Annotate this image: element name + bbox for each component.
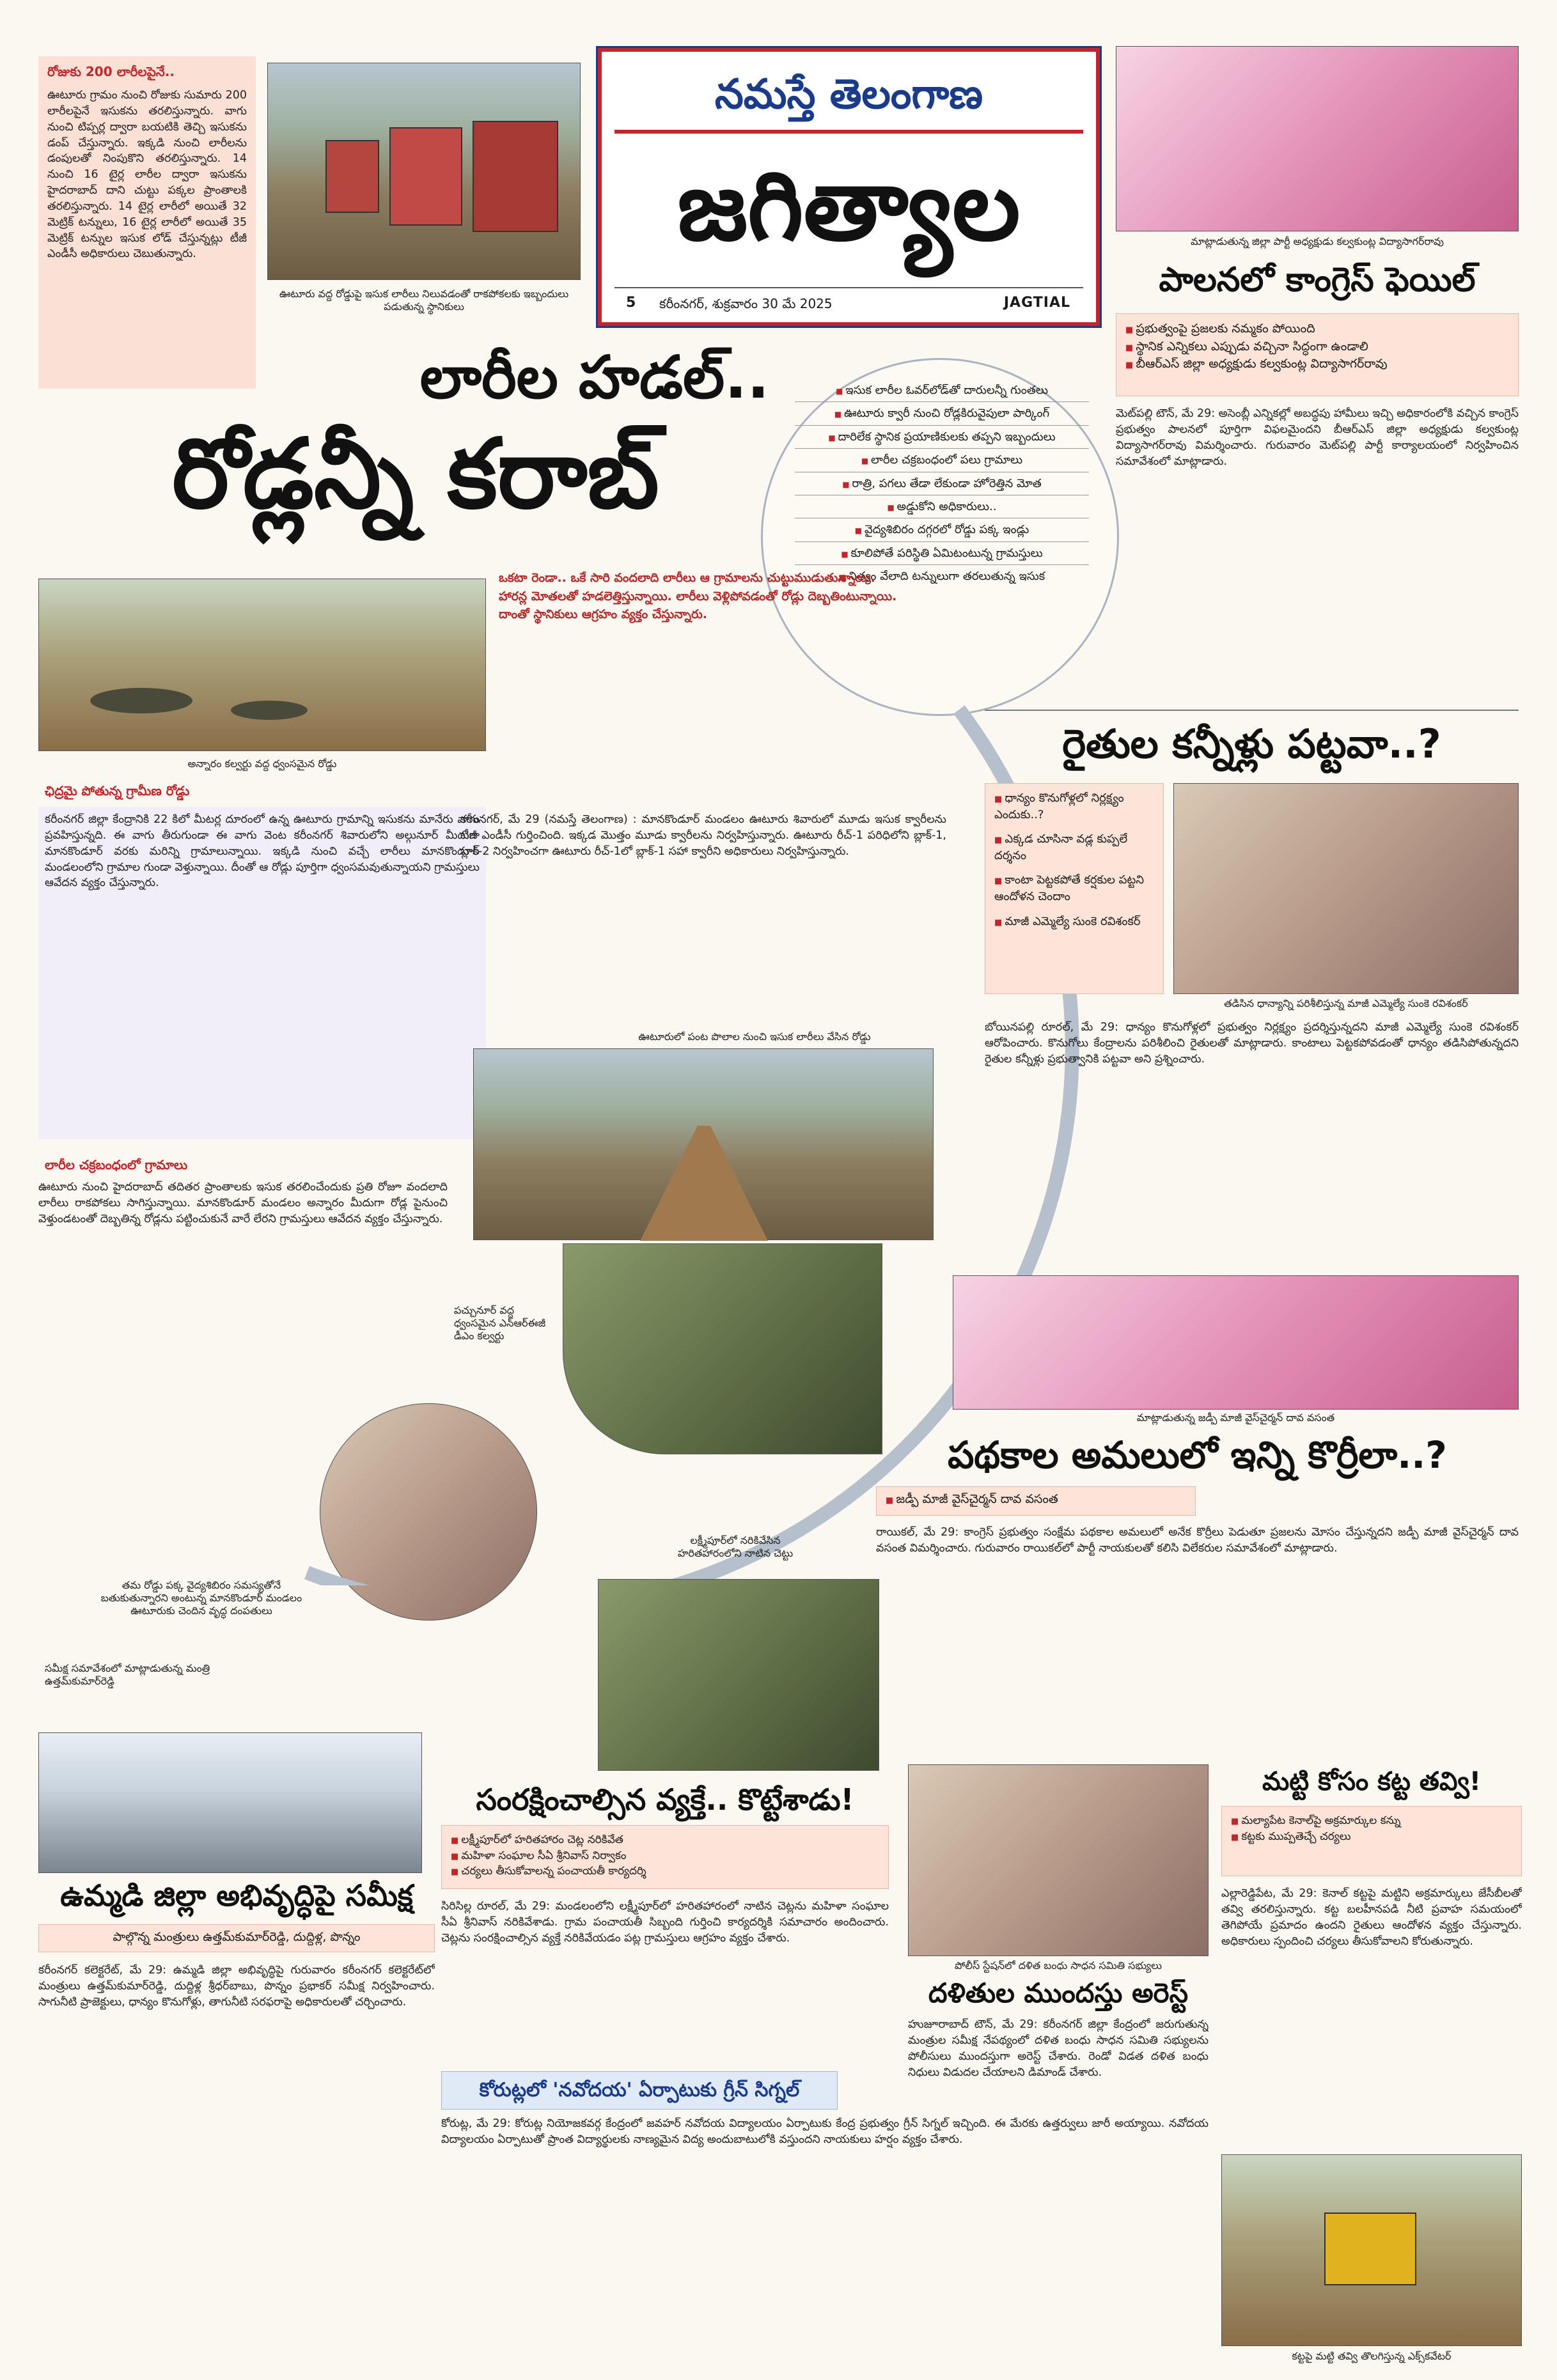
dalits-body: హుజూరాబాద్ టౌన్, మే 29: కరీంనగర్ జిల్లా కేంద్రంలో జరుగుతున్న మంత్రుల సమీక్ష నేపథ్యంలో దళిత బంధు సాధన సమితి సభ్యులను పోలీసులు ముందస్తుగా అరెస్ట్ చేశారు. రెండో విడత దళిత బంధు నిధులు విడుదల చేయాలని డిమాండ్ చేశారు. — [908, 2018, 1209, 2079]
brs-bullet: ■ బీఆర్‌ఎస్ జిల్లా అధ్యక్షుడు కల్వకుంట్ల విద్యాసాగర్‌రావు — [1125, 355, 1509, 373]
sub2-kicker: లారీల చక్రబంధంలో గ్రామాలు — [45, 1157, 188, 1172]
farmers-bullet: ■ కాంటా పెట్టకపోతే కర్షకుల పట్టని ఆందోళన చెందాం — [994, 872, 1154, 905]
main-intro: ఒకటా రెండా.. ఒకే సారి వందలాది లారీలు ఆ గ్రామాలను చుట్టుముడుతున్నాయి. హారన్ల మోతలతో హడలెత్తిస్తున్నాయి. లారీలు వెళ్లిపోవడంతో రోడ్లు దెబ్బతింటున్నాయి. దాంతో స్థానికులు ఆగ్రహం వ్యక్తం చేస్తున్నారు. — [499, 571, 897, 621]
trees-bullet: ■ చర్యలు తీసుకోవాలన్న పంచాయతీ కార్యదర్శి — [451, 1863, 879, 1879]
masthead-line — [614, 287, 1083, 288]
masthead-bar — [614, 130, 1083, 134]
edition-name: జగిత్యాల — [677, 151, 1021, 262]
navodaya-headline: కోరుట్లలో 'నవోదయ' ఏర్పాటుకు గ్రీన్ సిగ్నల్ — [479, 2079, 800, 2101]
trees-bullet: ■ లక్ష్మీపూర్‌లో హరితహారం చెట్ల నరికివేత — [451, 1832, 879, 1848]
sub1-body: కరీంనగర్ జిల్లా కేంద్రానికి 22 కిలో మీటర్ల దూరంలో ఉన్న ఊటూరు గ్రామాన్ని ఇసుకను మానేరు వాగు ప్రవహిస్తున్నది. ఈ వాగు తీరుగుండా ఈ వాగు వెంట కరీంనగర్ శివారులోని అల్గునూర్ మీదుగా మానకొండూర్ వరకు మరిన్ని గ్రామాలున్నాయి. ఇక్కడి నుంచి వచ్చే లారీలు మానకొండూర్ మండలంలోని గ్రామాల గుండా వెళ్తున్నాయి. దీంతో ఆ రోడ్లు పూర్తిగా ధ్వంసమవుతున్నాయని గ్రామస్తులు ఆవేదన వ్యక్తం చేస్తున్నారు. — [38, 807, 486, 1139]
left-sidebar-body: ఊటూరు గ్రామం నుంచి రోజుకు సుమారు 200 లారీలపైనే ఇసుకను తరలిస్తున్నారు. వాగు నుంచి టిప్పర్ల ద్వారా బయటికి తెచ్చి ఇసుకను డంప్ చేస్తున్నారు. ఇక్కడి నుంచి లారీలను డంపులతో నింపుకొని తరలిస్తున్నారు. 14 నుంచి 16 టైర్ల లారీల ద్వారా ఇసుకను హైదరాబాద్ దాని చుట్టు పక్కల ప్రాంతాలకి తరలిస్తున్నారు. 14 టైర్ల లారీలో అయితే 32 మెట్రిక్ టన్నులు, 16 టైర్ల లారీలో అయితే 35 మెట్రిక్ టన్నుల ఇసుక లోడ్ చేస్తున్నట్లు టీజీ ఎండీసీ అధికారులు చెబుతున్నారు. — [47, 89, 247, 261]
soil-headline: మట్టి కోసం కట్ట తవ్వి! — [1262, 1767, 1482, 1796]
main-bullet: ■ రాత్రి, పగలు తేడా లేకుండా హోరెత్తిన మోత — [795, 472, 1089, 495]
main-bullet: ■ దారిలేక స్థానిక ప్రయాణికులకు తప్పని ఇబ్బందులు — [795, 426, 1089, 449]
dalits-photo-caption: పోలీస్ స్టేషన్‌లో దళిత బంధు సాధన సమితి సభ్యులు — [954, 1959, 1162, 1972]
review-subhead: పాల్గొన్న మంత్రులు ఉత్తమ్‌కుమార్‌రెడ్డి, దుద్దిళ్ల, పొన్నం — [113, 1930, 361, 1944]
farmers-bullet: ■ ధాన్యం కొనుగోళ్లలో నిర్లక్ష్యం ఎందుకు..? — [994, 790, 1154, 823]
old-couple-caption: తమ రోడ్డు పక్క వైద్యశిబిరం సమస్యతోనే బతుకుతున్నారని అంటున్న మానకొండూర్ మండలం ఊటూరుకు చెందిన వృద్ధ దంపతులు — [100, 1579, 302, 1617]
schemes-body: రాయికల్, మే 29: కాంగ్రెస్ ప్రభుత్వం సంక్షేమ పథకాల అమలులో అనేక కొర్రీలు పెడుతూ ప్రజలను మోసం చేస్తున్నదని జడ్పీ మాజీ వైస్‌చైర్మన్ దావ వసంత విమర్శించారు. గురువారం రాయికల్‌లో పార్టీ నాయకులతో కలిసి విలేకరుల సమావేశంలో మాట్లాడారు. — [876, 1526, 1519, 1555]
brs-headline: పాలనలో కాంగ్రెస్ ఫెయిల్ — [1159, 261, 1476, 299]
trees-bullets — [441, 1825, 889, 1889]
dalits-photo — [908, 1764, 1209, 1956]
review-body: కరీంనగర్ కలెక్టరేట్, మే 29: ఉమ్మడి జిల్లా అభివృద్ధిపై గురువారం కరీంనగర్ కలెక్టరేట్‌లో మంత్రులు ఉత్తమ్‌కుమార్‌రెడ్డి, దుద్దిళ్ల శ్రీధర్‌బాబు, పొన్నం ప్రభాకర్ సమీక్ష నిర్వహించారు. సాగునీటి ప్రాజెక్టులు, ధాన్యం కొనుగోళ్లు, తాగునీటి సరఫరాపై అధికారులతో చర్చించారు. — [38, 1964, 435, 2009]
brs-meeting-photo — [1116, 46, 1519, 231]
main-headline-2: రోడ్లన్నీ కరాబ్ — [172, 419, 659, 530]
trees-body: సిరిసిల్ల రూరల్, మే 29: మండలంలోని లక్ష్మీపూర్‌లో హరితహారంలో నాటిన చెట్లను మహిళా సంఘాల సీఏ శ్రీనివాస్ నరికివేశాడు. గ్రామ పంచాయతీ సిబ్బంది గుర్తించి కార్యదర్శికి సమాచారం అందించారు. చెట్లను సంరక్షించాల్సిన వ్యక్తే నరికివేయడం పట్ల గ్రామస్తులు ఆగ్రహం వ్యక్తం చేశారు. — [441, 1900, 889, 1945]
soil-photo-caption: కట్టపై మట్టి తవ్వి తొలగిస్తున్న ఎక్స్‌కవేటర్ — [1292, 2350, 1451, 2362]
dalits-headline: దళితుల ముందస్తు అరెస్ట్ — [928, 1977, 1189, 2009]
soil-photo — [1221, 2154, 1522, 2346]
dateline: కరీంనగర్, శుక్రవారం 30 మే 2025 — [659, 296, 833, 311]
farmers-body: బోయినపల్లి రూరల్, మే 29: ధాన్యం కొనుగోళ్లలో ప్రభుత్వం నిర్లక్ష్యం ప్రదర్శిస్తున్నదని మాజీ ఎమ్మెల్యే సుంకె రవిశంకర్ ఆరోపించారు. కొనుగోలు కేంద్రాలను పరిశీలించి రైతులతో మాట్లాడారు. కాంటాలు పెట్టకపోవడంతో ధాన్యం తడిసిపోతున్నదని రైతుల కన్నీళ్లు ప్రభుత్వానికి పట్టవా అని ప్రశ్నించారు. — [985, 1021, 1519, 1066]
page-number: 5 — [626, 295, 636, 311]
navodaya-body: కోరుట్ల, మే 29: కోరుట్ల నియోజకవర్గ కేంద్రంలో జవహర్ నవోదయ విద్యాలయం ఏర్పాటుకు కేంద్ర ప్రభుత్వం గ్రీన్ సిగ్నల్ ఇచ్చింది. ఈ మేరకు ఉత్తర్వులు జారీ అయ్యాయి. నవోదయ విద్యాలయం ఏర్పాటుతో ప్రాంత విద్యార్థులకు నాణ్యమైన విద్య అందుబాటులోకి వస్తుందని నాయకులు హర్షం వ్యక్తం చేశారు. — [441, 2117, 1209, 2146]
farmers-photo-caption: తడిసిన ధాన్యాన్ని పరిశీలిస్తున్న మాజీ ఎమ్మెల్యే సుంకె రవిశంకర్ — [1224, 997, 1468, 1009]
review-subhead-box — [38, 1924, 435, 1952]
masthead — [598, 48, 1100, 326]
paper-name: నమస్తే తెలంగాణ — [714, 71, 983, 118]
main-bullet: ■ కూలిపోతే పరిస్థితి ఏమిటంటున్న గ్రామస్తులు — [795, 542, 1089, 565]
main-headline-1: లారీల హడల్.. — [419, 343, 770, 412]
farmers-photo — [1173, 783, 1519, 994]
brs-meeting-caption: మాట్లాడుతున్న జిల్లా పార్టీ అధ్యక్షుడు కల్వకుంట్ల విద్యాసాగర్‌రావు — [1191, 235, 1444, 247]
main-bullet: ■ ఊటూరు క్వారీ నుంచి రోడ్లకిరువైపులా పార్కింగ్ — [795, 402, 1089, 425]
sub1-kicker: ఛిద్రమై పోతున్న గ్రామీణ రోడ్డు — [45, 783, 190, 798]
center-body: కరీంనగర్, మే 29 (నమస్తే తెలంగాణ) : మానకొండూర్ మండలం ఊటూరు శివారులో మూడు ఇసుక క్వారీలను టీజీ ఎండీసీ గుర్తించింది. ఇక్కడ మొత్తం మూడు క్వారీలను నిర్వహిస్తున్నారు. ఊటూరు రీచ్-1 పరిధిలోని బ్లాక్-1, బ్లాక్-2 నిర్వహించగా ఊటూరు రీచ్-1లో బ్లాక్-1 సహా క్వారీని అధికారులు నిర్వహిస్తున్నారు. — [460, 813, 946, 858]
main-bullet: ■ ఇసుక లారీల ఓవర్‌లోడ్‌తో దారులన్నీ గుంతలు — [795, 379, 1089, 402]
farmers-bullet: ■ ఎక్కడ చూసినా వడ్ల కుప్పలే దర్శనం — [994, 831, 1154, 864]
review-headline: ఉమ్మడి జిల్లా అభివృద్ధిపై సమీక్ష — [60, 1878, 413, 1913]
brs-body: మెట్‌పల్లి టౌన్, మే 29: అసెంబ్లీ ఎన్నికల్లో అబద్ధపు హామీలు ఇచ్చి అధికారంలోకి వచ్చిన కాంగ్రెస్ ప్రభుత్వం పాలనలో పూర్తిగా విఫలమైందని బీఆర్‌ఎస్ జిల్లా అధ్యక్షుడు కల్వకుంట్ల విద్యాసాగర్‌రావు విమర్శించారు. గురువారం మెట్‌పల్లి పార్టీ కార్యాలయంలో నిర్వహించిన సమావేశంలో మాట్లాడారు. — [1116, 407, 1519, 468]
schemes-bullet: ■ జడ్పీ మాజీ వైస్‌చైర్మన్ దావ వసంత — [886, 1491, 1186, 1509]
left-sidebar-kicker: రోజుకు 200 లారీలపైనే.. — [47, 64, 175, 79]
brs-bullets — [1116, 313, 1519, 396]
schemes-photo — [953, 1275, 1519, 1410]
soil-body: ఎల్లారెడ్డిపేట, మే 29: కెనాల్ కట్టపై మట్టిని అక్రమార్కులు జేసీబీలతో తవ్వి తరలిస్తున్నారు. కట్ట బలహీనపడి నీటి ప్రవాహ సమయంలో తెగిపోయే ప్రమాదం ఉందని రైతులు ఆందోళన వ్యక్తం చేస్తున్నారు. అధికారులు స్పందించి చర్యలు తీసుకోవాలని కోరుతున్నారు. — [1221, 1887, 1522, 1948]
main-bullet: ■ అడ్డుకోని అధికారులు.. — [795, 495, 1089, 518]
damaged-road-caption: అన్నారం కల్వర్టు వద్ద ధ్వంసమైన రోడ్డు — [187, 758, 337, 770]
felled-tree-photo — [598, 1579, 879, 1771]
brs-bullet: ■ ప్రభుత్వంపై ప్రజలకు నమ్మకం పోయింది — [1125, 320, 1509, 338]
trees-bullet: ■ మహిళా సంఘాల సీఏ శ్రీనివాస్ నిర్వాకం — [451, 1848, 879, 1864]
main-bullet: ■ నిత్యం వేలాది టన్నులుగా తరలుతున్న ఇసుక — [795, 565, 1089, 587]
trees-headline: సంరక్షించాల్సిన వ్యక్తే.. కొట్టేశాడు! — [476, 1782, 854, 1817]
sub2-body: ఊటూరు నుంచి హైదరాబాద్ తదితర ప్రాంతాలకు ఇసుక తరలించేందుకు ప్రతి రోజూ వందలాది లారీలు రాకపోకలు సాగిస్తున్నాయి. మానకొండూర్ మండలం అన్నారం మీదుగా రోడ్ల పైనుంచి వెళ్తుండటంతో దెబ్బతిన్న రోడ్లను పట్టించుకునే వారే లేరని గ్రామస్తులు ఆవేదన వ్యక్తం చేస్తున్నారు. — [38, 1181, 448, 1225]
lorries-photo-caption: ఊటూరు వద్ద రోడ్డుపై ఇసుక లారీలు నిలువడంతో రాకపోకలకు ఇబ్బందులు పడుతున్న స్థానికులు — [279, 288, 569, 313]
field-road-caption: ఊటూరులో పంట పొలాల నుంచి ఇసుక లారీలు వేసిన రోడ్డు — [638, 1031, 871, 1043]
felled-tree-caption: లక్ష్మీపూర్‌లో నరికివేసిన హరితహారంలోని నాటిన చెట్టు — [677, 1534, 794, 1559]
lorries-photo — [267, 63, 581, 280]
farmers-bullets — [985, 783, 1164, 994]
farmers-headline: రైతుల కన్నీళ్లు పట్టవా..? — [1062, 720, 1441, 767]
city-en: JAGTIAL — [1003, 295, 1070, 311]
soil-bullets — [1221, 1806, 1522, 1876]
soil-bullet: ■ మల్యాపేట కెనాల్‌పై అక్రమార్కుల కన్ను — [1231, 1813, 1512, 1829]
farmers-bullet: ■ మాజీ ఎమ్మెల్యే సుంకె రవిశంకర్ — [994, 914, 1154, 930]
schemes-bullet-box — [876, 1486, 1196, 1516]
culvert-caption: పచ్చునూర్ వద్ద ధ్వంసమైన ఎన్‌ఆర్‌ఈజీ డీఎం కల్వర్టు — [454, 1304, 546, 1342]
left-sidebar-box — [38, 56, 256, 389]
main-bullet: ■ లారీల చక్రబంధంలో పలు గ్రామాలు — [795, 449, 1089, 472]
main-bullet: ■ వైద్యశిబిరం దగ్గరలో రోడ్డు పక్క ఇండ్లు — [795, 518, 1089, 541]
schemes-photo-caption: మాట్లాడుతున్న జడ్పీ మాజీ వైస్‌చైర్మన్ దావ వసంత — [1136, 1412, 1335, 1424]
navodaya-headline-box — [441, 2071, 838, 2110]
soil-bullet: ■ కట్టకు ముప్పతెచ్చే చర్యలు — [1231, 1829, 1512, 1845]
schemes-headline: పథకాల అమలులో ఇన్ని కొర్రీలా..? — [948, 1433, 1447, 1477]
brs-bullet: ■ స్థానిక ఎన్నికలు ఎప్పుడు వచ్చినా సిద్ధంగా ఉండాలి — [1125, 338, 1509, 356]
review-photo — [38, 1732, 422, 1873]
review-photo-caption-top: సమీక్ష సమావేశంలో మాట్లాడుతున్న మంత్రి ఉత్తమ్‌కుమార్‌రెడ్డి — [45, 1662, 210, 1687]
